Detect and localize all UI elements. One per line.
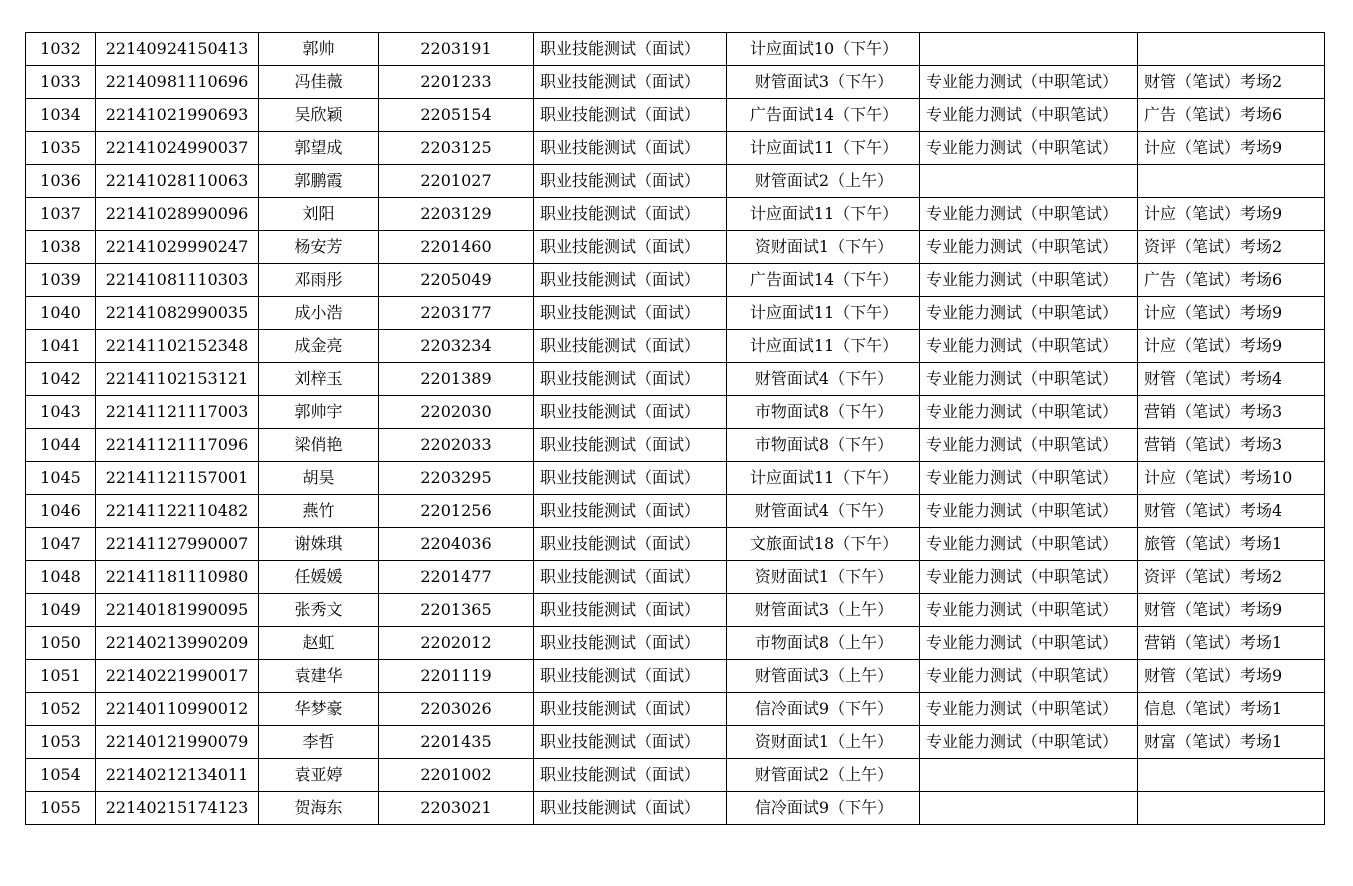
exam-number-cell: 22140213990209 xyxy=(96,627,259,660)
exam-number-cell: 22140121990079 xyxy=(96,726,259,759)
name-cell: 袁建华 xyxy=(259,660,379,693)
exam-number-cell: 22141121157001 xyxy=(96,462,259,495)
written-exam-cell: 专业能力测试（中职笔试） xyxy=(920,198,1138,231)
name-cell: 李哲 xyxy=(259,726,379,759)
written-room-cell: 信息（笔试）考场1 xyxy=(1138,693,1325,726)
interview-session-cell: 广告面试14（下午） xyxy=(727,264,920,297)
written-room-cell: 营销（笔试）考场3 xyxy=(1138,396,1325,429)
seq-cell: 1046 xyxy=(26,495,96,528)
written-exam-cell: 专业能力测试（中职笔试） xyxy=(920,396,1138,429)
table-row xyxy=(26,594,1325,627)
code-cell: 2201365 xyxy=(379,594,534,627)
name-cell: 胡昊 xyxy=(259,462,379,495)
name-cell: 赵虹 xyxy=(259,627,379,660)
written-exam-cell: 专业能力测试（中职笔试） xyxy=(920,495,1138,528)
table-row xyxy=(26,462,1325,495)
interview-session-cell: 文旅面试18（下午） xyxy=(727,528,920,561)
table-row xyxy=(26,363,1325,396)
interview-session-cell: 计应面试10（下午） xyxy=(727,33,920,66)
name-cell: 郭鹏霞 xyxy=(259,165,379,198)
seq-cell: 1054 xyxy=(26,759,96,792)
code-cell: 2203125 xyxy=(379,132,534,165)
exam-type-cell: 职业技能测试（面试） xyxy=(534,726,727,759)
table-row xyxy=(26,264,1325,297)
exam-number-cell: 22140181990095 xyxy=(96,594,259,627)
written-exam-cell: 专业能力测试（中职笔试） xyxy=(920,693,1138,726)
seq-cell: 1043 xyxy=(26,396,96,429)
interview-session-cell: 资财面试1（下午） xyxy=(727,561,920,594)
exam-number-cell: 22141021990693 xyxy=(96,99,259,132)
written-room-cell xyxy=(1138,792,1325,825)
table-row xyxy=(26,627,1325,660)
seq-cell: 1053 xyxy=(26,726,96,759)
exam-type-cell: 职业技能测试（面试） xyxy=(534,429,727,462)
code-cell: 2202012 xyxy=(379,627,534,660)
exam-number-cell: 22141127990007 xyxy=(96,528,259,561)
exam-number-cell: 22141102153121 xyxy=(96,363,259,396)
seq-cell: 1040 xyxy=(26,297,96,330)
exam-type-cell: 职业技能测试（面试） xyxy=(534,528,727,561)
exam-type-cell: 职业技能测试（面试） xyxy=(534,627,727,660)
name-cell: 袁亚婷 xyxy=(259,759,379,792)
seq-cell: 1048 xyxy=(26,561,96,594)
table-body xyxy=(26,33,1325,825)
seq-cell: 1032 xyxy=(26,33,96,66)
table-row xyxy=(26,561,1325,594)
exam-type-cell: 职业技能测试（面试） xyxy=(534,132,727,165)
written-room-cell: 财富（笔试）考场1 xyxy=(1138,726,1325,759)
name-cell: 郭帅 xyxy=(259,33,379,66)
code-cell: 2201002 xyxy=(379,759,534,792)
seq-cell: 1037 xyxy=(26,198,96,231)
exam-type-cell: 职业技能测试（面试） xyxy=(534,231,727,264)
exam-type-cell: 职业技能测试（面试） xyxy=(534,495,727,528)
seq-cell: 1034 xyxy=(26,99,96,132)
written-room-cell: 财管（笔试）考场9 xyxy=(1138,660,1325,693)
exam-type-cell: 职业技能测试（面试） xyxy=(534,66,727,99)
written-room-cell: 财管（笔试）考场4 xyxy=(1138,495,1325,528)
seq-cell: 1042 xyxy=(26,363,96,396)
written-exam-cell: 专业能力测试（中职笔试） xyxy=(920,462,1138,495)
seq-cell: 1050 xyxy=(26,627,96,660)
written-room-cell: 计应（笔试）考场9 xyxy=(1138,330,1325,363)
written-room-cell: 营销（笔试）考场3 xyxy=(1138,429,1325,462)
code-cell: 2204036 xyxy=(379,528,534,561)
exam-number-cell: 22141028110063 xyxy=(96,165,259,198)
table-row xyxy=(26,165,1325,198)
code-cell: 2202033 xyxy=(379,429,534,462)
name-cell: 郭帅宇 xyxy=(259,396,379,429)
name-cell: 吴欣颖 xyxy=(259,99,379,132)
seq-cell: 1035 xyxy=(26,132,96,165)
exam-number-cell: 22141082990035 xyxy=(96,297,259,330)
interview-session-cell: 计应面试11（下午） xyxy=(727,297,920,330)
written-exam-cell: 专业能力测试（中职笔试） xyxy=(920,132,1138,165)
written-room-cell: 财管（笔试）考场9 xyxy=(1138,594,1325,627)
exam-number-cell: 22140924150413 xyxy=(96,33,259,66)
table-row xyxy=(26,726,1325,759)
written-exam-cell: 专业能力测试（中职笔试） xyxy=(920,429,1138,462)
table-row xyxy=(26,297,1325,330)
table-row xyxy=(26,693,1325,726)
written-exam-cell: 专业能力测试（中职笔试） xyxy=(920,231,1138,264)
exam-number-cell: 22141024990037 xyxy=(96,132,259,165)
written-exam-cell: 专业能力测试（中职笔试） xyxy=(920,66,1138,99)
table-row xyxy=(26,396,1325,429)
table-row xyxy=(26,132,1325,165)
exam-number-cell: 22140215174123 xyxy=(96,792,259,825)
interview-session-cell: 计应面试11（下午） xyxy=(727,132,920,165)
written-room-cell: 资评（笔试）考场2 xyxy=(1138,561,1325,594)
written-room-cell: 广告（笔试）考场6 xyxy=(1138,99,1325,132)
interview-session-cell: 信冷面试9（下午） xyxy=(727,792,920,825)
interview-session-cell: 计应面试11（下午） xyxy=(727,462,920,495)
interview-session-cell: 财管面试4（下午） xyxy=(727,363,920,396)
interview-session-cell: 计应面试11（下午） xyxy=(727,330,920,363)
written-exam-cell xyxy=(920,33,1138,66)
table-row xyxy=(26,495,1325,528)
exam-type-cell: 职业技能测试（面试） xyxy=(534,594,727,627)
name-cell: 刘梓玉 xyxy=(259,363,379,396)
written-exam-cell: 专业能力测试（中职笔试） xyxy=(920,627,1138,660)
code-cell: 2203026 xyxy=(379,693,534,726)
code-cell: 2202030 xyxy=(379,396,534,429)
interview-session-cell: 市物面试8（上午） xyxy=(727,627,920,660)
seq-cell: 1036 xyxy=(26,165,96,198)
exam-number-cell: 22141181110980 xyxy=(96,561,259,594)
written-room-cell xyxy=(1138,165,1325,198)
table-row xyxy=(26,330,1325,363)
code-cell: 2201119 xyxy=(379,660,534,693)
code-cell: 2203295 xyxy=(379,462,534,495)
exam-type-cell: 职业技能测试（面试） xyxy=(534,99,727,132)
written-exam-cell: 专业能力测试（中职笔试） xyxy=(920,297,1138,330)
exam-type-cell: 职业技能测试（面试） xyxy=(534,693,727,726)
interview-session-cell: 财管面试3（下午） xyxy=(727,66,920,99)
exam-type-cell: 职业技能测试（面试） xyxy=(534,297,727,330)
table-row xyxy=(26,660,1325,693)
written-room-cell: 旅管（笔试）考场1 xyxy=(1138,528,1325,561)
written-exam-cell: 专业能力测试（中职笔试） xyxy=(920,264,1138,297)
written-exam-cell xyxy=(920,759,1138,792)
name-cell: 冯佳薇 xyxy=(259,66,379,99)
exam-number-cell: 22141028990096 xyxy=(96,198,259,231)
seq-cell: 1047 xyxy=(26,528,96,561)
written-room-cell: 计应（笔试）考场9 xyxy=(1138,198,1325,231)
seq-cell: 1038 xyxy=(26,231,96,264)
written-exam-cell xyxy=(920,165,1138,198)
written-exam-cell: 专业能力测试（中职笔试） xyxy=(920,99,1138,132)
exam-number-cell: 22141121117096 xyxy=(96,429,259,462)
written-exam-cell: 专业能力测试（中职笔试） xyxy=(920,330,1138,363)
code-cell: 2201256 xyxy=(379,495,534,528)
written-exam-cell: 专业能力测试（中职笔试） xyxy=(920,363,1138,396)
written-exam-cell: 专业能力测试（中职笔试） xyxy=(920,726,1138,759)
name-cell: 张秀文 xyxy=(259,594,379,627)
exam-number-cell: 22140212134011 xyxy=(96,759,259,792)
interview-session-cell: 信冷面试9（下午） xyxy=(727,693,920,726)
interview-session-cell: 财管面试4（下午） xyxy=(727,495,920,528)
interview-session-cell: 资财面试1（下午） xyxy=(727,231,920,264)
code-cell: 2201027 xyxy=(379,165,534,198)
interview-session-cell: 财管面试2（上午） xyxy=(727,165,920,198)
written-room-cell xyxy=(1138,33,1325,66)
name-cell: 刘阳 xyxy=(259,198,379,231)
code-cell: 2203021 xyxy=(379,792,534,825)
table-row xyxy=(26,198,1325,231)
name-cell: 任媛媛 xyxy=(259,561,379,594)
table-row xyxy=(26,528,1325,561)
written-exam-cell: 专业能力测试（中职笔试） xyxy=(920,660,1138,693)
code-cell: 2203234 xyxy=(379,330,534,363)
seq-cell: 1044 xyxy=(26,429,96,462)
exam-schedule-table xyxy=(25,32,1325,825)
interview-session-cell: 市物面试8（下午） xyxy=(727,396,920,429)
interview-session-cell: 市物面试8（下午） xyxy=(727,429,920,462)
written-room-cell: 计应（笔试）考场9 xyxy=(1138,132,1325,165)
exam-type-cell: 职业技能测试（面试） xyxy=(534,462,727,495)
exam-number-cell: 22141121117003 xyxy=(96,396,259,429)
seq-cell: 1051 xyxy=(26,660,96,693)
exam-type-cell: 职业技能测试（面试） xyxy=(534,561,727,594)
table-row xyxy=(26,33,1325,66)
table-row xyxy=(26,231,1325,264)
table-row xyxy=(26,66,1325,99)
exam-type-cell: 职业技能测试（面试） xyxy=(534,264,727,297)
written-exam-cell xyxy=(920,792,1138,825)
exam-number-cell: 22140981110696 xyxy=(96,66,259,99)
seq-cell: 1049 xyxy=(26,594,96,627)
exam-type-cell: 职业技能测试（面试） xyxy=(534,660,727,693)
code-cell: 2201435 xyxy=(379,726,534,759)
table-row xyxy=(26,759,1325,792)
exam-number-cell: 22140221990017 xyxy=(96,660,259,693)
exam-type-cell: 职业技能测试（面试） xyxy=(534,165,727,198)
name-cell: 邓雨彤 xyxy=(259,264,379,297)
table-row xyxy=(26,99,1325,132)
code-cell: 2201460 xyxy=(379,231,534,264)
code-cell: 2201233 xyxy=(379,66,534,99)
written-room-cell: 广告（笔试）考场6 xyxy=(1138,264,1325,297)
seq-cell: 1045 xyxy=(26,462,96,495)
exam-type-cell: 职业技能测试（面试） xyxy=(534,363,727,396)
name-cell: 燕竹 xyxy=(259,495,379,528)
written-room-cell: 财管（笔试）考场4 xyxy=(1138,363,1325,396)
table-row xyxy=(26,429,1325,462)
seq-cell: 1033 xyxy=(26,66,96,99)
name-cell: 杨安芳 xyxy=(259,231,379,264)
seq-cell: 1052 xyxy=(26,693,96,726)
written-room-cell: 资评（笔试）考场2 xyxy=(1138,231,1325,264)
code-cell: 2203191 xyxy=(379,33,534,66)
exam-type-cell: 职业技能测试（面试） xyxy=(534,792,727,825)
code-cell: 2205049 xyxy=(379,264,534,297)
interview-session-cell: 财管面试3（上午） xyxy=(727,594,920,627)
code-cell: 2205154 xyxy=(379,99,534,132)
name-cell: 郭望成 xyxy=(259,132,379,165)
exam-type-cell: 职业技能测试（面试） xyxy=(534,198,727,231)
name-cell: 成金亮 xyxy=(259,330,379,363)
interview-session-cell: 财管面试2（上午） xyxy=(727,759,920,792)
exam-type-cell: 职业技能测试（面试） xyxy=(534,759,727,792)
exam-number-cell: 22140110990012 xyxy=(96,693,259,726)
interview-session-cell: 计应面试11（下午） xyxy=(727,198,920,231)
table-row xyxy=(26,792,1325,825)
code-cell: 2203177 xyxy=(379,297,534,330)
written-exam-cell: 专业能力测试（中职笔试） xyxy=(920,528,1138,561)
exam-type-cell: 职业技能测试（面试） xyxy=(534,33,727,66)
code-cell: 2201477 xyxy=(379,561,534,594)
name-cell: 贺海东 xyxy=(259,792,379,825)
written-room-cell: 计应（笔试）考场10 xyxy=(1138,462,1325,495)
written-exam-cell: 专业能力测试（中职笔试） xyxy=(920,561,1138,594)
written-room-cell xyxy=(1138,759,1325,792)
name-cell: 华梦豪 xyxy=(259,693,379,726)
interview-session-cell: 财管面试3（上午） xyxy=(727,660,920,693)
code-cell: 2203129 xyxy=(379,198,534,231)
exam-type-cell: 职业技能测试（面试） xyxy=(534,330,727,363)
written-room-cell: 计应（笔试）考场9 xyxy=(1138,297,1325,330)
exam-number-cell: 22141102152348 xyxy=(96,330,259,363)
written-room-cell: 营销（笔试）考场1 xyxy=(1138,627,1325,660)
written-exam-cell: 专业能力测试（中职笔试） xyxy=(920,594,1138,627)
interview-session-cell: 资财面试1（上午） xyxy=(727,726,920,759)
seq-cell: 1039 xyxy=(26,264,96,297)
exam-type-cell: 职业技能测试（面试） xyxy=(534,396,727,429)
interview-session-cell: 广告面试14（下午） xyxy=(727,99,920,132)
name-cell: 梁俏艳 xyxy=(259,429,379,462)
code-cell: 2201389 xyxy=(379,363,534,396)
name-cell: 成小浩 xyxy=(259,297,379,330)
seq-cell: 1041 xyxy=(26,330,96,363)
exam-number-cell: 22141029990247 xyxy=(96,231,259,264)
seq-cell: 1055 xyxy=(26,792,96,825)
exam-number-cell: 22141122110482 xyxy=(96,495,259,528)
name-cell: 谢姝琪 xyxy=(259,528,379,561)
written-room-cell: 财管（笔试）考场2 xyxy=(1138,66,1325,99)
exam-number-cell: 22141081110303 xyxy=(96,264,259,297)
